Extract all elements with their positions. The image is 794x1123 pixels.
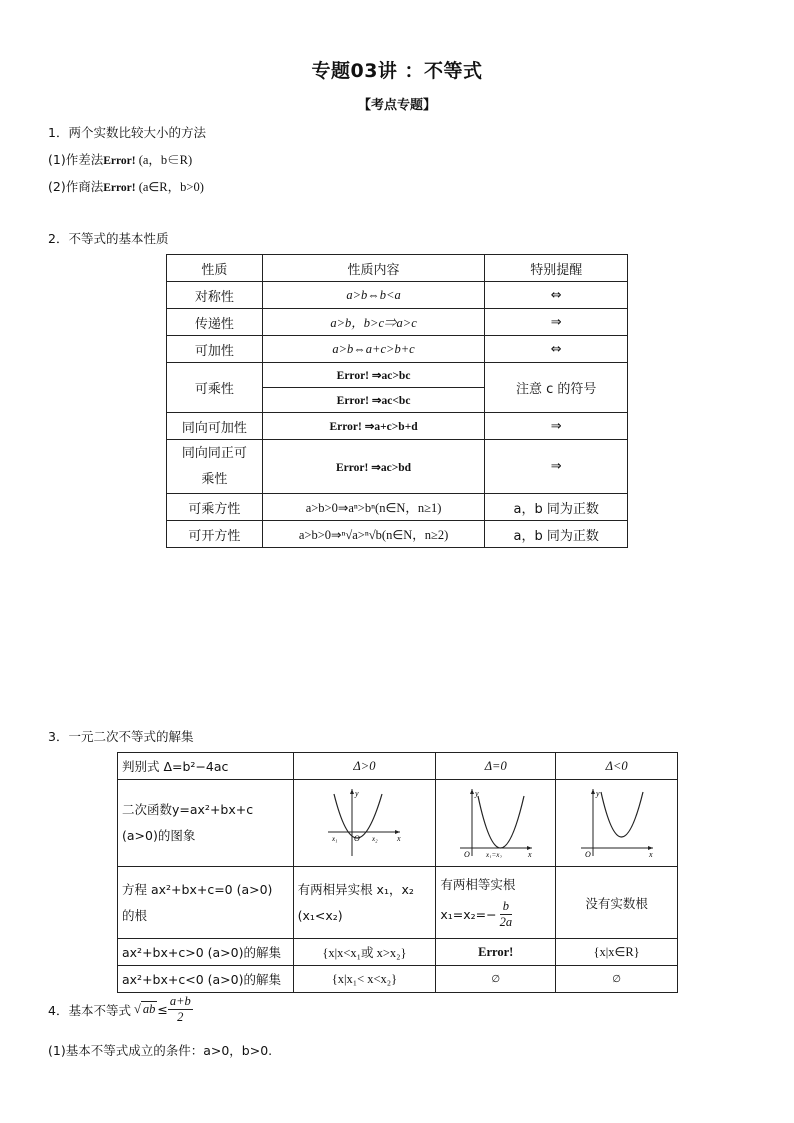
table-row: 二次函数y=ax²+bx+c (a>0)的图象 y x O x₁ x₂ y x O x₁=x₂ y x O <box>118 780 678 867</box>
svg-text:x: x <box>527 849 532 858</box>
graph-double-root <box>436 780 556 867</box>
svg-text:x₁=x₂: x₁=x₂ <box>485 850 502 858</box>
header-cell: 特别提醒 <box>485 255 628 282</box>
svg-text:x₁: x₁ <box>332 834 338 843</box>
parabola-graph <box>324 786 404 858</box>
table-row: 可开方性 a>b>0⇒ⁿ√a>ⁿ√b(n∈N，n≥2) a，b 同为正数 <box>167 521 628 548</box>
header-cell: 性质 <box>167 255 263 282</box>
svg-text:O: O <box>463 849 470 858</box>
graph-no-roots <box>556 780 678 867</box>
graph-two-roots <box>293 780 436 867</box>
table-row: 可加性 a>b⇔a+c>b+c ⇔ <box>167 336 628 363</box>
table-row: 对称性 a>b⇔b<a ⇔ <box>167 282 628 309</box>
fraction: $\frac{a+b}{2}$ <box>169 994 191 1024</box>
svg-text:x: x <box>648 849 653 858</box>
parabola-graph <box>456 786 536 858</box>
section1-item-1: (1)作差法Error! (a，b∈R) <box>48 152 193 167</box>
svg-text:x₂: x₂ <box>372 834 378 843</box>
fraction: $\frac{b}{2a}$ <box>499 899 513 929</box>
svg-text:x: x <box>397 833 401 843</box>
svg-text:O: O <box>584 849 591 858</box>
table-row: 方程 ax²+bx+c=0 (a>0) 的根 有两相异实根 x₁，x₂ (x₁<x₂) 有两相等实根 x₁=x₂=− $\frac{b}{2a}$ 没有实数根 <box>118 867 678 939</box>
header-cell: 性质内容 <box>262 255 485 282</box>
page-title: 专题03讲 ：不等式 <box>311 60 483 82</box>
section1-item-2: (2)作商法Error! (a∈R，b>0) <box>48 179 204 194</box>
section1-heading: 1．两个实数比较大小的方法 <box>48 125 206 140</box>
table-row: 同向同正可 乘性 Error! ⇒ac>bd ⇒ <box>167 440 628 494</box>
svg-text:y: y <box>595 788 600 798</box>
section4-heading: 4．基本不等式 √ ab ≤ $\frac{a+b}{2}$ <box>48 994 191 1024</box>
table-row: ax²+bx+c>0 (a>0)的解集 {x|x<x₁或 x>x₂} Error! {x|x∈R} <box>118 939 678 966</box>
table-row: ax²+bx+c<0 (a>0)的解集 {x|x₁< x<x₂} ∅ ∅ <box>118 966 678 993</box>
parabola-graph <box>577 786 657 858</box>
table-row: 可乘性 Error! ⇒ac>bc 注意 c 的符号 <box>167 363 628 388</box>
section2-heading: 2．不等式的基本性质 <box>48 231 169 246</box>
svg-text:y: y <box>355 788 359 798</box>
section4-item-1: (1)基本不等式成立的条件：a>0，b>0. <box>48 1043 273 1058</box>
sqrt-expression: √ ab <box>133 1002 156 1016</box>
svg-text:y: y <box>474 788 479 798</box>
properties-table <box>166 254 628 548</box>
table-header-row: 判别式 Δ=b²−4ac Δ>0 Δ=0 Δ<0 <box>118 753 678 780</box>
table-row: 同向可加性 Error! ⇒a+c>b+d ⇒ <box>167 413 628 440</box>
table-row: 传递性 a>b，b>c⇒a>c ⇒ <box>167 309 628 336</box>
quadratic-table <box>117 752 678 993</box>
table-row: 可乘方性 a>b>0⇒aⁿ>bⁿ(n∈N，n≥1) a，b 同为正数 <box>167 494 628 521</box>
table-header-row <box>167 255 628 282</box>
page-subtitle: 【考点专题】 <box>357 98 436 113</box>
section3-heading: 3．一元二次不等式的解集 <box>48 729 194 744</box>
svg-text:O: O <box>354 833 361 843</box>
table-row: Error! ⇒ac<bc <box>167 388 628 413</box>
